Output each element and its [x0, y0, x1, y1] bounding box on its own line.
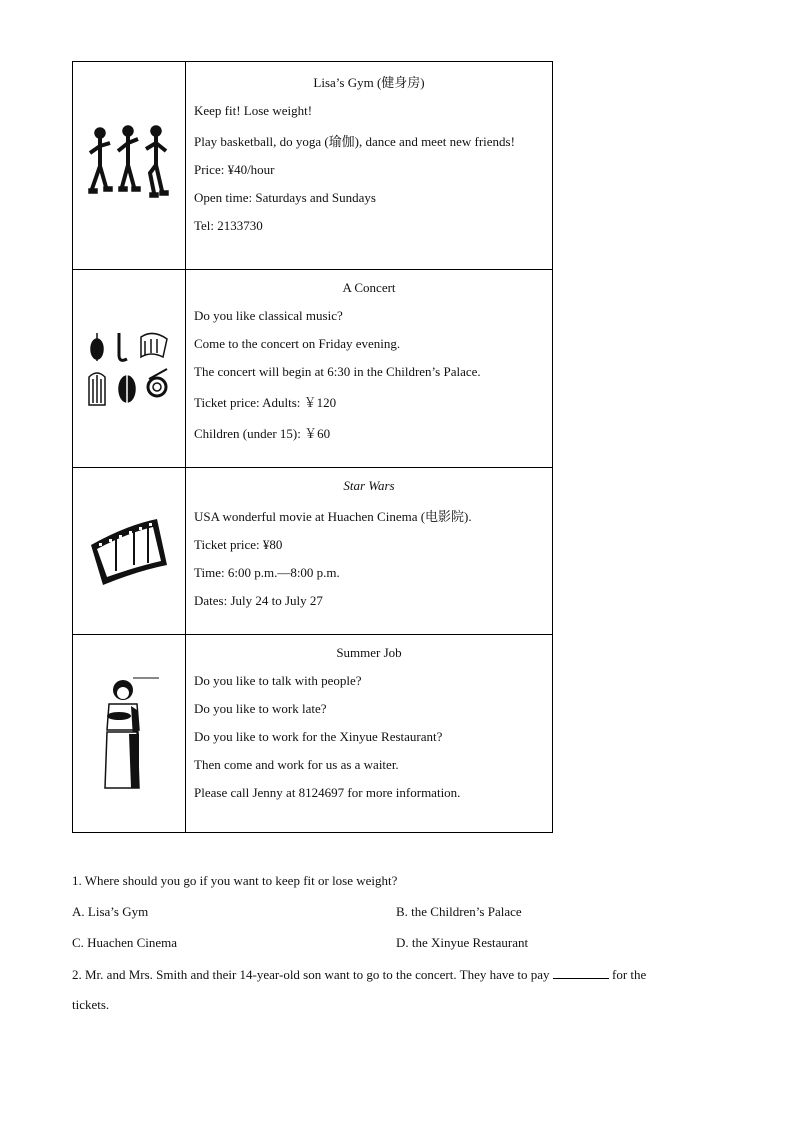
answer-blank[interactable]: [553, 966, 609, 979]
question-2-continuation: tickets.: [72, 997, 110, 1012]
ads-table: [72, 61, 553, 833]
ad-image-cell: [73, 635, 186, 833]
ad-title: Lisa’s Gym (健身房): [313, 75, 425, 90]
ad-line: Price: ¥40/hour: [194, 162, 275, 177]
waiter-icon: [97, 676, 161, 792]
ad-line: Please call Jenny at 8124697 for more information.: [194, 785, 461, 800]
ad-line: USA wonderful movie at Huachen Cinema (电影院).: [194, 509, 472, 524]
musical-instruments-icon: [83, 329, 175, 409]
ad-image-cell: [73, 62, 186, 270]
q1-option-d[interactable]: D. the Xinyue Restaurant: [396, 935, 529, 950]
ad-line: Dates: July 24 to July 27: [194, 593, 323, 608]
question-2: [72, 966, 646, 983]
ad-line: Open time: Saturdays and Sundays: [194, 190, 376, 205]
ad-row-gym: [73, 62, 553, 270]
ad-text-cell: [186, 270, 553, 468]
question-2-text-end: for the: [612, 967, 647, 982]
ad-line: Ticket price: Adults: ￥120: [194, 395, 337, 410]
film-strip-icon: [87, 515, 171, 587]
ad-text-cell: [186, 62, 553, 270]
ad-line: Do you like to work for the Xinyue Restaurant?: [194, 729, 443, 744]
ad-line: Ticket price: ¥80: [194, 537, 283, 552]
question-2-text: 2. Mr. and Mrs. Smith and their 14-year-old son want to go to the concert. They have to pay: [72, 967, 550, 982]
ad-line: Tel: 2133730: [194, 218, 263, 233]
ad-image-cell: [73, 270, 186, 468]
ad-text-cell: [186, 635, 553, 833]
ad-title: A Concert: [342, 280, 396, 295]
ad-line: Do you like to talk with people?: [194, 673, 362, 688]
ad-title: Star Wars: [343, 478, 395, 493]
ad-line: Keep fit! Lose weight!: [194, 103, 313, 118]
ad-line: Do you like classical music?: [194, 308, 343, 323]
ad-text-cell: [186, 468, 553, 635]
q1-option-a[interactable]: A. Lisa’s Gym: [72, 904, 149, 919]
ad-image-cell: [73, 468, 186, 635]
ad-line: Children (under 15): ￥60: [194, 426, 331, 441]
people-exercising-icon: [84, 121, 174, 211]
q1-option-b[interactable]: B. the Children’s Palace: [396, 904, 522, 919]
ad-line: Then come and work for us as a waiter.: [194, 757, 399, 772]
ad-line: Come to the concert on Friday evening.: [194, 336, 401, 351]
ad-row-concert: [73, 270, 553, 468]
ad-line: Play basketball, do yoga (瑜伽), dance and meet new friends!: [194, 134, 515, 149]
ad-row-job: [73, 635, 553, 833]
ad-row-movie: [73, 468, 553, 635]
ad-line: The concert will begin at 6:30 in the Children’s Palace.: [194, 364, 481, 379]
ad-line: Do you like to work late?: [194, 701, 327, 716]
ad-title: Summer Job: [336, 645, 402, 660]
question-1: 1. Where should you go if you want to keep fit or lose weight?: [72, 873, 398, 888]
ad-line: Time: 6:00 p.m.—8:00 p.m.: [194, 565, 340, 580]
q1-option-c[interactable]: C. Huachen Cinema: [72, 935, 178, 950]
